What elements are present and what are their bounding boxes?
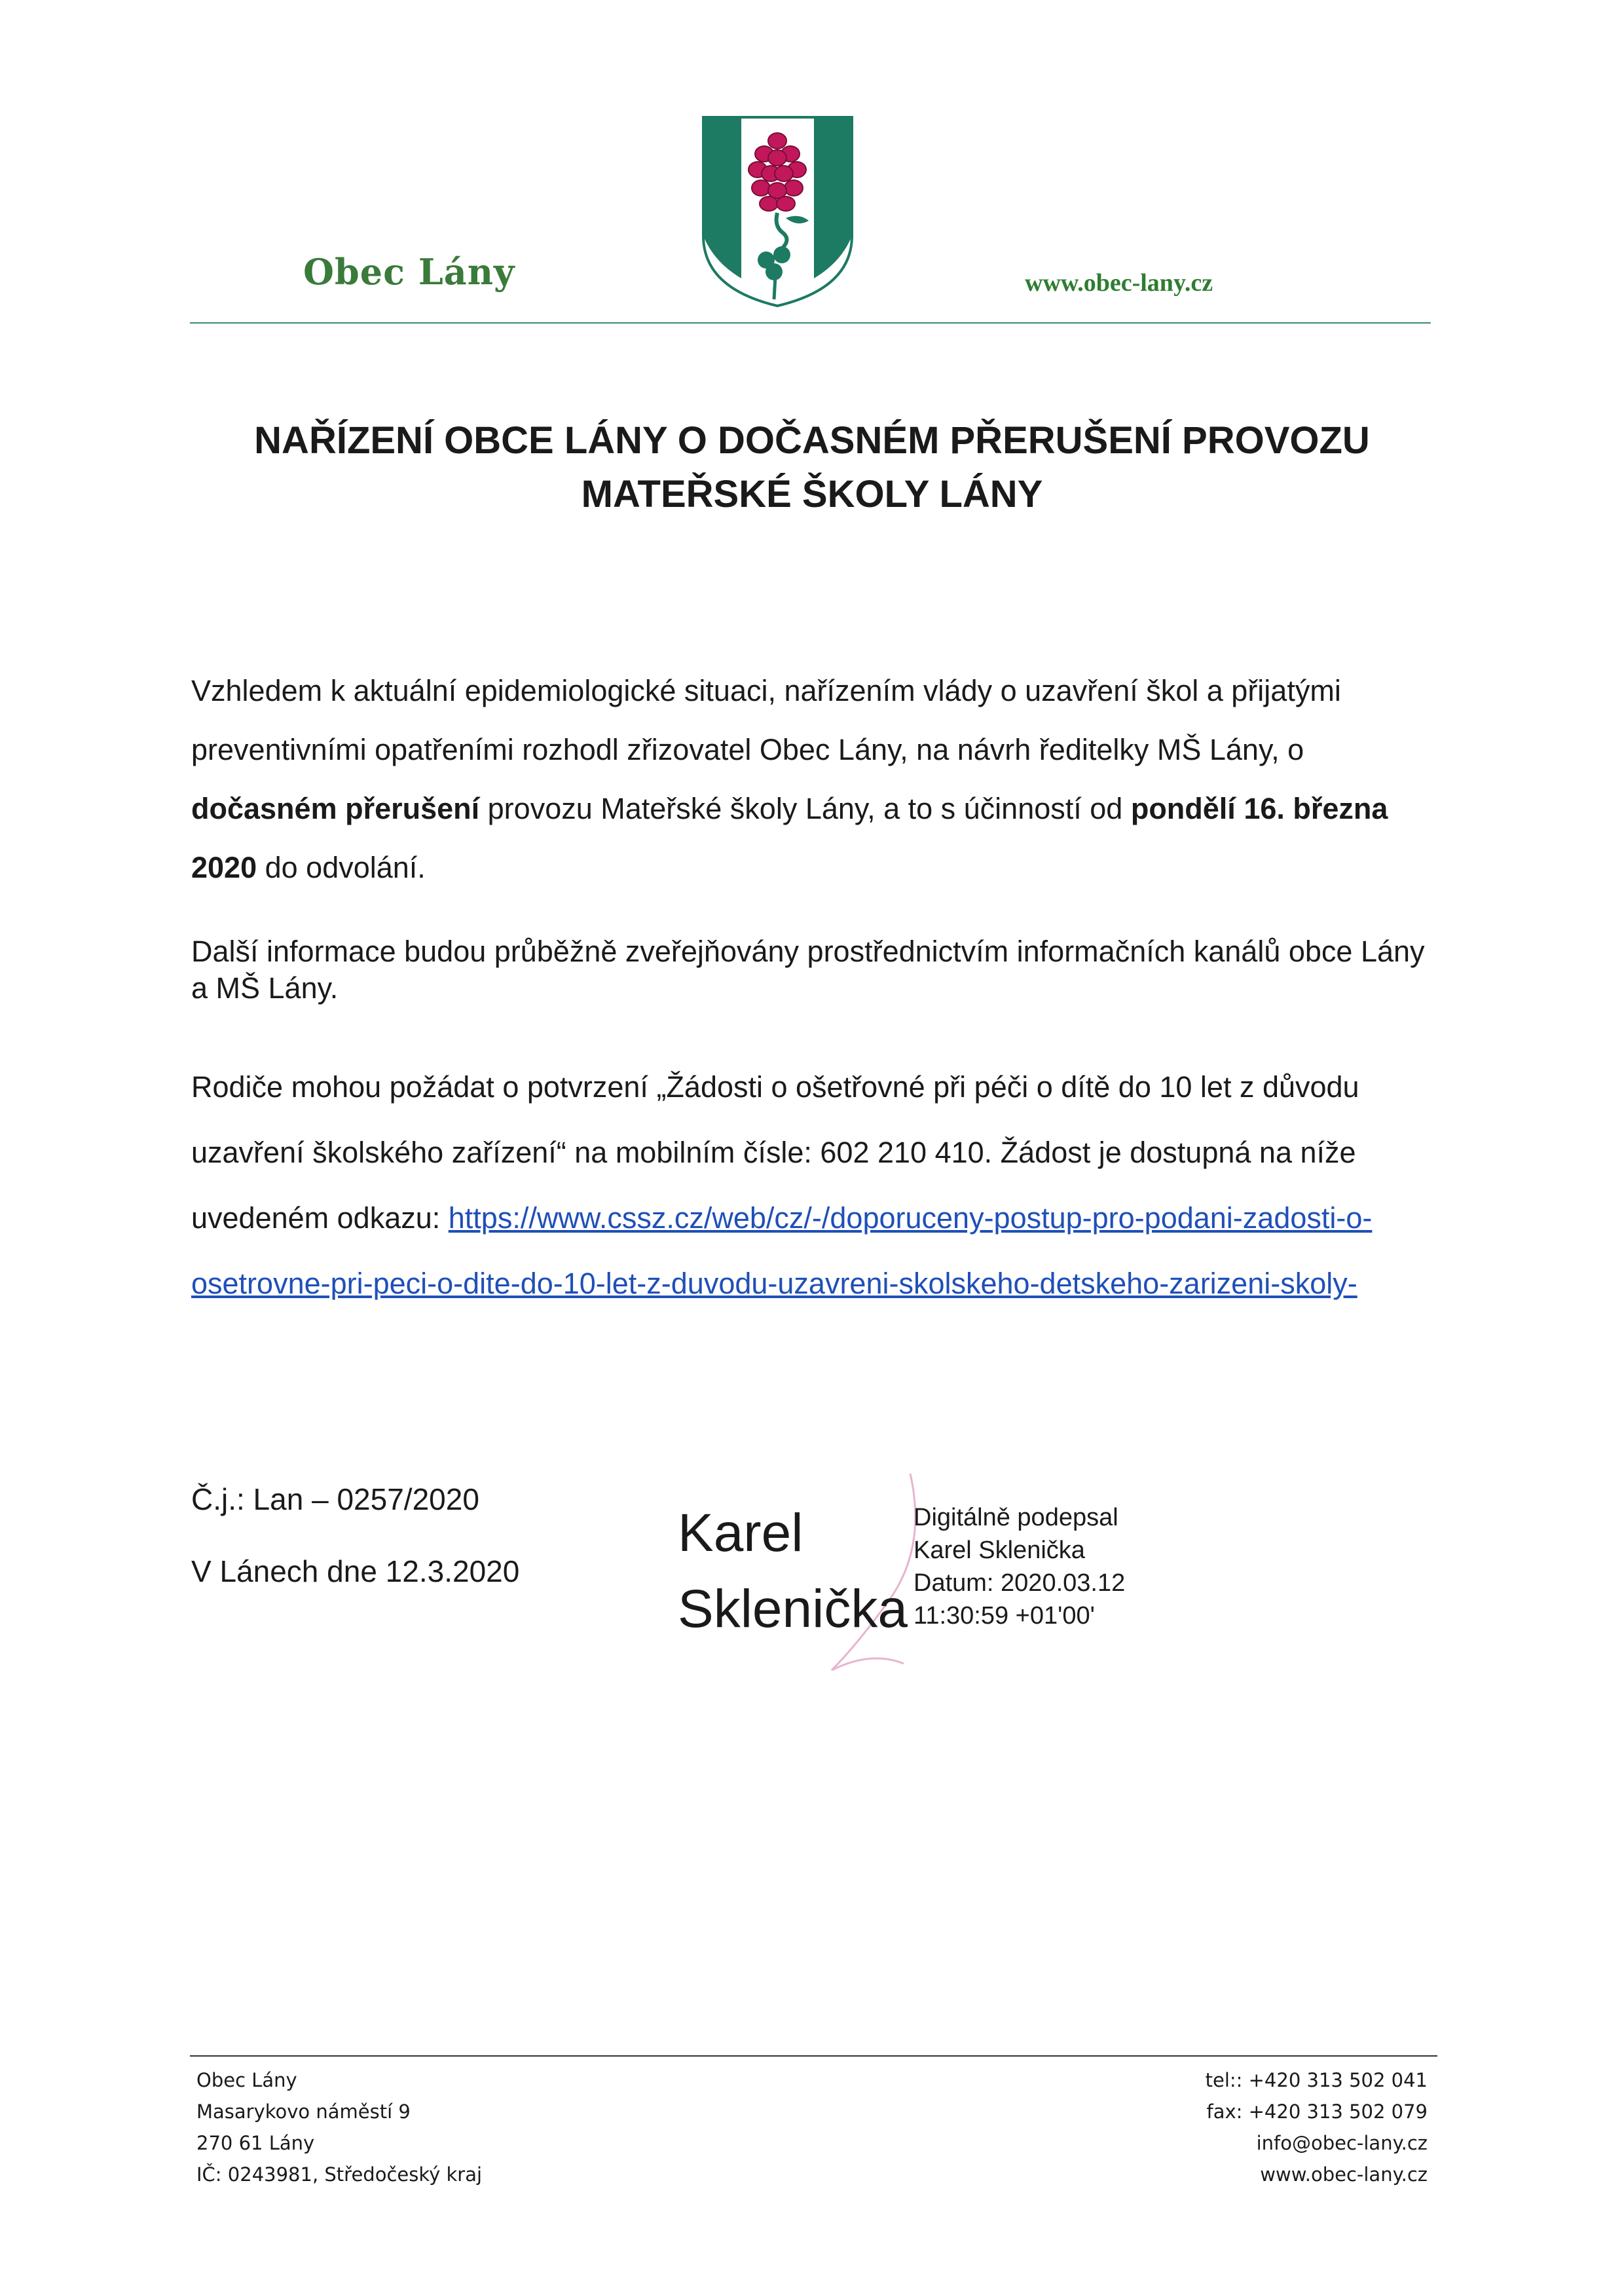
document-title [0, 414, 1624, 521]
p1-bold-2: pondělí 16. března 2020 [191, 792, 1388, 884]
p1-bold-1: dočasném přerušení [191, 792, 480, 825]
p1-text-1: Vzhledem k aktuální epidemiologické situaci, nařízením vlády o uzavření škol a přijatými preventivními opatřeními rozhodl zřizovatel Obec Lány, na návrh ředitelky MŠ Lány, o [191, 674, 1341, 766]
header-divider [190, 322, 1431, 324]
org-name: Obec Lány [303, 251, 515, 293]
p3-text: Rodiče mohou požádat o potvrzení „Žádosti o ošetřovné při péči o dítě do 10 let z důvodu uzavření školského zařízení“ na mobilním čísle: 602 210 410. Žádost je dostupná na níže uvedeném odkazu: [191, 1070, 1359, 1235]
municipal-crest-clover-icon [701, 115, 855, 308]
signature-details [913, 1501, 1125, 1632]
footer-phone: tel:: +420 313 502 041 [1205, 2069, 1428, 2091]
p1-text-2: provozu Mateřské školy Lány, a to s účinností od [479, 792, 1131, 825]
footer-address-line: 270 61 Lány [196, 2132, 315, 2154]
footer-address-line: Obec Lány [196, 2069, 297, 2091]
footer-address [196, 2064, 482, 2190]
signature-last-name: Sklenička [678, 1579, 908, 1639]
p1-text-3: do odvolání. [257, 851, 426, 884]
signature-detail: 11:30:59 +01'00' [913, 1602, 1095, 1630]
header-website[interactable]: www.obec-lany.cz [1025, 269, 1213, 297]
title-line-1: NAŘÍZENÍ OBCE LÁNY O DOČASNÉM PŘERUŠENÍ PROVOZU [254, 419, 1370, 462]
title-line-2: MATEŘSKÉ ŠKOLY LÁNY [581, 473, 1043, 515]
footer-address-line: Masarykovo náměstí 9 [196, 2100, 411, 2123]
reference-number: Č.j.: Lan – 0257/2020 [191, 1482, 479, 1516]
signature-name [678, 1495, 908, 1647]
signature-detail: Digitálně podepsal [913, 1504, 1118, 1531]
signature-detail: Datum: 2020.03.12 [913, 1569, 1126, 1597]
signature-detail: Karel Sklenička [913, 1537, 1085, 1564]
cssz-link[interactable]: https://www.cssz.cz/web/cz/-/doporuceny-postup-pro-podani-zadosti-o-osetrovne-pri-peci-o-dite-do-10-let-z-duvodu-uzavreni-skolskeho-detskeho-zarizeni-skoly- [191, 1201, 1373, 1300]
signature-first-name: Karel [678, 1503, 803, 1563]
paragraph-request [191, 1054, 1442, 1316]
footer-address-line: IČ: 0243981, Středočeský kraj [196, 2163, 483, 2186]
paragraph-info: Další informace budou průběžně zveřejňovány prostřednictvím informačních kanálů obce Lány a MŠ Lány. [191, 935, 1425, 1005]
footer-fax: fax: +420 313 502 079 [1206, 2100, 1428, 2123]
paragraph-closure [191, 662, 1442, 897]
footer-contacts [1206, 2064, 1428, 2190]
footer-email[interactable]: info@obec-lany.cz [1256, 2132, 1428, 2154]
place-date: V Lánech dne 12.3.2020 [191, 1554, 520, 1588]
footer-website[interactable]: www.obec-lany.cz [1260, 2163, 1428, 2186]
footer-divider [190, 2055, 1437, 2057]
